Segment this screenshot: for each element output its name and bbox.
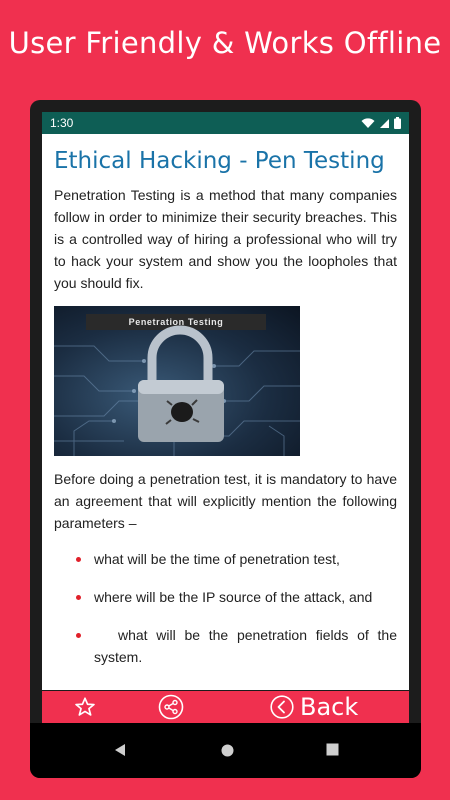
list-item-text: what will be the time of penetration test, — [94, 551, 340, 567]
back-arrow-icon — [270, 695, 294, 719]
parameters-list — [54, 548, 397, 668]
status-time: 1:30 — [50, 116, 74, 130]
share-button[interactable] — [158, 694, 184, 720]
nav-back-button[interactable] — [113, 743, 127, 762]
bullet-dot — [76, 595, 81, 600]
star-icon — [74, 696, 96, 718]
article-title: Ethical Hacking - Pen Testing — [54, 148, 385, 174]
list-item-text: where will be the IP source of the attack, and — [94, 589, 373, 605]
status-bar — [42, 112, 409, 134]
share-icon — [158, 694, 184, 720]
battery-icon — [394, 117, 401, 129]
bullet-dot — [76, 557, 81, 562]
body-paragraph: Before doing a penetration test, it is mandatory to have an agreement that will explicitly mention the following parameters – — [54, 471, 397, 531]
article-content[interactable] — [42, 134, 409, 690]
padlock-image — [54, 306, 300, 456]
padlock-icon — [54, 306, 300, 456]
nav-home-button[interactable] — [220, 743, 235, 763]
intro-paragraph: Penetration Testing is a method that many companies follow in order to minimize their security breaches. This is a controlled way of hiring a professional who will try to hack your system and show you the loopholes that you should fix. — [54, 187, 397, 291]
favorite-button[interactable] — [74, 696, 96, 718]
bullet-dot — [76, 633, 81, 638]
list-item-text: what will be the penetration fields of the system. — [94, 627, 397, 665]
promo-banner: User Friendly & Works Offline — [8, 26, 442, 60]
wifi-icon — [361, 118, 375, 129]
nav-back-icon — [113, 743, 127, 757]
back-button-label: Back — [300, 693, 359, 721]
list-item — [54, 586, 397, 608]
list-item — [54, 624, 397, 668]
nav-recents-icon — [326, 743, 339, 756]
image-caption: Penetration Testing — [86, 314, 266, 330]
bottom-toolbar — [42, 691, 409, 723]
back-button[interactable] — [270, 693, 358, 721]
phone-frame — [30, 100, 421, 778]
nav-recents-button[interactable] — [326, 743, 339, 761]
system-nav-bar — [30, 723, 421, 778]
nav-home-icon — [220, 743, 235, 758]
signal-icon — [379, 118, 390, 129]
list-item — [54, 548, 397, 570]
